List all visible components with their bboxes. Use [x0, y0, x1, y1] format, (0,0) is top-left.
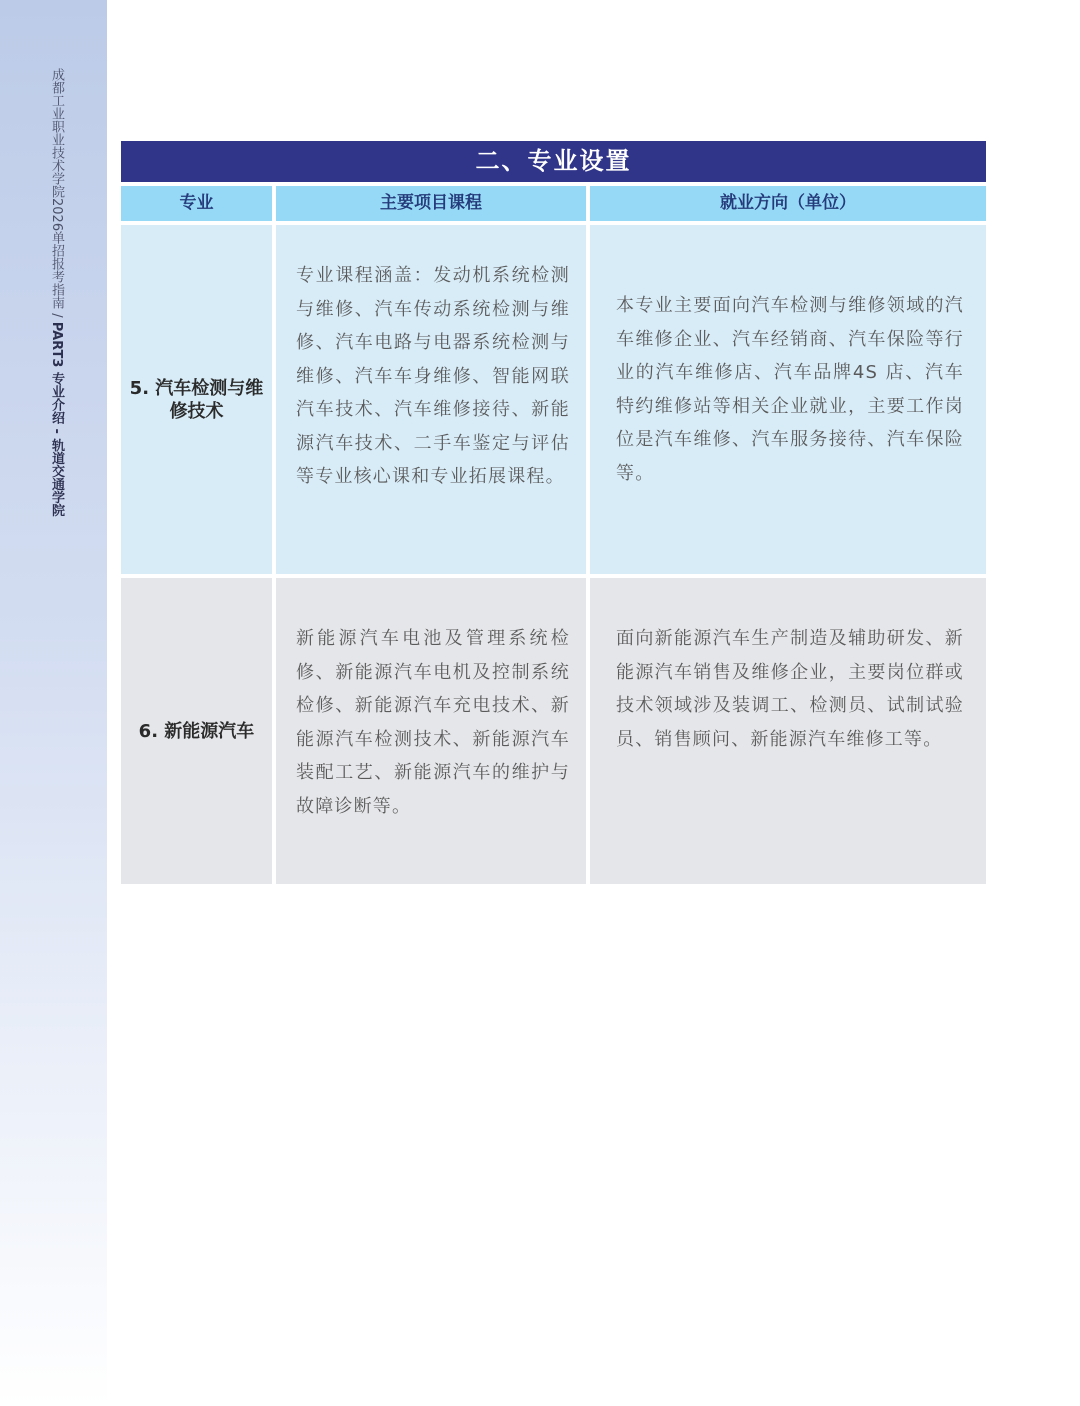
- major-name-cell: [121, 578, 272, 884]
- employment-text: 面向新能源汽车生产制造及辅助研发、新能源汽车销售及维修企业，主要岗位群或技术领域涉及装调工、检测员、试制试验员、销售顾问、新能源汽车维修工等。: [616, 628, 964, 750]
- employment-cell: [590, 225, 986, 574]
- major-name-cell: [121, 225, 272, 574]
- header-courses: 主要项目课程: [276, 186, 586, 221]
- table-header-row: [121, 186, 986, 221]
- courses-text: 专业课程涵盖：发动机系统检测与维修、汽车传动系统检测与维修、汽车电路与电器系统检测与维修、汽车车身维修、智能网联汽车技术、汽车维修接待、新能源汽车技术、二手车鉴定与评估等专业核心课和专业拓展课程。: [296, 265, 570, 487]
- major-name: 5. 汽车检测与维修技术: [129, 377, 264, 422]
- header-employment: 就业方向（单位）: [590, 186, 986, 221]
- running-header-title: 成都工业职业技术学院2026单招报考指南 /: [49, 68, 64, 322]
- major-table: [121, 141, 986, 884]
- table-row: [121, 578, 986, 884]
- employment-cell: [590, 578, 986, 884]
- employment-text: 本专业主要面向汽车检测与维修领域的汽车维修企业、汽车经销商、汽车保险等行业的汽车维修店、汽车品牌4S 店、汽车特约维修站等相关企业就业，主要工作岗位是汽车维修、汽车服务接待、汽车保险等。: [616, 295, 964, 484]
- header-major: 专业: [121, 186, 272, 221]
- table-row: [121, 225, 986, 574]
- running-header-section: PART3 专业介绍 - 轨道交通学院: [49, 321, 64, 517]
- side-band: [0, 0, 107, 1406]
- courses-cell: [276, 578, 586, 884]
- major-name: 6. 新能源汽车: [138, 720, 255, 742]
- running-header: [47, 68, 66, 516]
- courses-cell: [276, 225, 586, 574]
- table-title: 二、专业设置: [121, 141, 986, 182]
- courses-text: 新能源汽车电池及管理系统检修、新能源汽车电机及控制系统检修、新能源汽车充电技术、新能源汽车检测技术、新能源汽车装配工艺、新能源汽车的维护与故障诊断等。: [296, 628, 570, 817]
